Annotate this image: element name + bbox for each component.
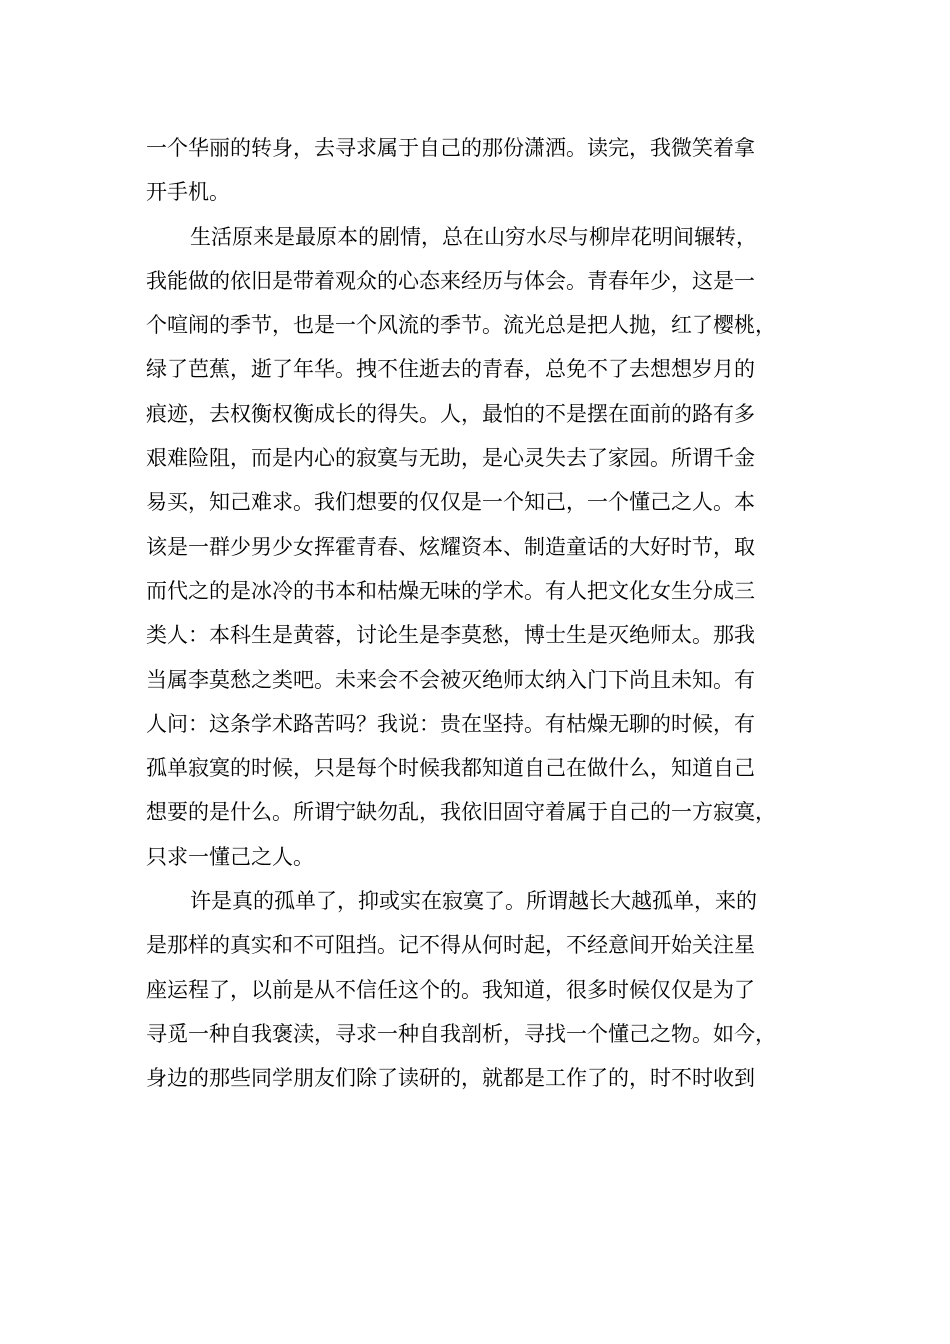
body-text — [146, 126, 806, 1101]
text-line: 类人：本科生是黄蓉，讨论生是李莫愁，博士生是灭绝师太。那我 — [146, 623, 755, 648]
text-line: 寻觅一种自我褒渎，寻求一种自我剖析，寻找一个懂己之物。如今， — [146, 1021, 776, 1046]
text-line: 座运程了，以前是从不信任这个的。我知道，很多时候仅仅是为了 — [146, 977, 755, 1002]
text-line: 许是真的孤单了，抑或实在寂寞了。所谓越长大越孤单，来的 — [190, 889, 757, 914]
text-line: 个喧闹的季节，也是一个风流的季节。流光总是把人抛，红了樱桃， — [146, 313, 776, 338]
text-line: 开手机。 — [146, 180, 230, 205]
text-line: 易买，知己难求。我们想要的仅仅是一个知己，一个懂己之人。本 — [146, 490, 755, 515]
text-line: 想要的是什么。所谓宁缺勿乱，我依旧固守着属于自己的一方寂寞， — [146, 800, 776, 825]
text-line: 艰难险阻，而是内心的寂寞与无助，是心灵失去了家园。所谓千金 — [146, 446, 755, 471]
text-line: 该是一群少男少女挥霍青春、炫耀资本、制造童话的大好时节，取 — [146, 534, 755, 559]
text-line: 当属李莫愁之类吧。未来会不会被灭绝师太纳入门下尚且未知。有 — [146, 667, 755, 692]
text-line: 绿了芭蕉，逝了年华。拽不住逝去的青春，总免不了去想想岁月的 — [146, 357, 755, 382]
text-line: 是那样的真实和不可阻挡。记不得从何时起，不经意间开始关注星 — [146, 933, 755, 958]
text-line: 身边的那些同学朋友们除了读研的，就都是工作了的，时不时收到 — [146, 1066, 755, 1091]
text-line: 而代之的是冰冷的书本和枯燥无味的学术。有人把文化女生分成三 — [146, 578, 755, 603]
text-line: 痕迹，去权衡权衡成长的得失。人，最怕的不是摆在面前的路有多 — [146, 401, 755, 426]
text-line: 生活原来是最原本的剧情，总在山穷水尽与柳岸花明间辗转， — [190, 224, 757, 249]
text-line: 只求一懂己之人。 — [146, 844, 314, 869]
text-line: 一个华丽的转身，去寻求属于自己的那份潇洒。读完，我微笑着拿 — [146, 136, 755, 160]
text-line: 我能做的依旧是带着观众的心态来经历与体会。青春年少，这是一 — [146, 268, 755, 293]
text-line: 人问：这条学术路苦吗？我说：贵在坚持。有枯燥无聊的时候，有 — [146, 711, 755, 736]
text-line: 孤单寂寞的时候，只是每个时候我都知道自己在做什么，知道自己 — [146, 756, 755, 781]
